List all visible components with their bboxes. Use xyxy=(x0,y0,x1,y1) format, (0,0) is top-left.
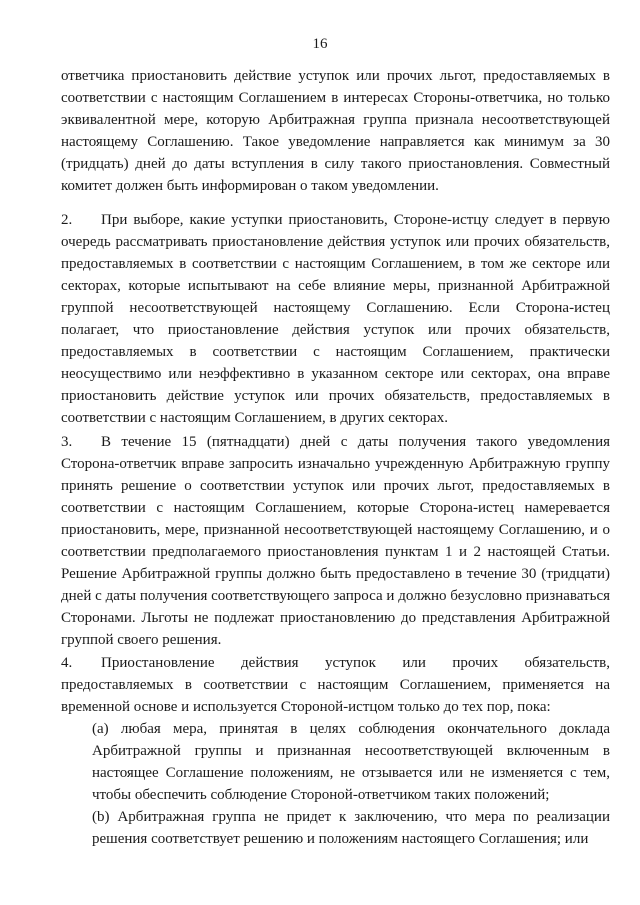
subparagraph-text: (b) Арбитражная группа не придет к заключению, что мера по реализации решения соответствует решению и положениям настоящего Соглашения; или xyxy=(92,809,610,847)
subparagraph-text: (a) любая мера, принятая в целях соблюдения окончательного доклада Арбитражной группы и признанная несоответствующей включенным в настоящее Соглашение положениям, не отзывается или не изменяется с тем, чтобы обеспечить соблюдение Стороной-ответчиком таких положений; xyxy=(92,721,610,803)
paragraph-text: Приостановление действия уступок или прочих обязательств, предоставляемых в соответствии с настоящим Соглашением, применяется на временной основе и используется Стороной-истцом только до тех пор, пока: xyxy=(61,655,610,715)
paragraph-number: 3. xyxy=(61,434,73,450)
subparagraph-b xyxy=(92,806,610,850)
subparagraph-a xyxy=(92,718,610,806)
paragraph-1-continuation xyxy=(61,65,610,197)
paragraph-2 xyxy=(61,209,610,429)
paragraph-number: 2. xyxy=(61,212,73,228)
paragraph-text: В течение 15 (пятнадцати) дней с даты получения такого уведомления Сторона-ответчик вправе запросить изначально учрежденную Арбитражную группу принять решение о соответствии уступок или прочих льгот, предоставляемых в соответствии с настоящим Соглашением, которые Сторона-истец намеревается приостановить, мере, признанной несоответствующей настоящему Соглашению, и о соответствии предполагаемого приостановления пунктам 1 и 2 настоящей Статьи. Решение Арбитражной группы должно быть предоставлено в течение 30 (тридцати) дней с даты получения соответствующего запроса и должно безусловно признаваться Сторонами. Льготы не подлежат приостановлению до представления Арбитражной группой своего решения. xyxy=(61,434,610,648)
page-number: 16 xyxy=(312,36,328,52)
paragraph-text: При выборе, какие уступки приостановить, Стороне-истцу следует в первую очередь рассматривать приостановление действия уступок или прочих обязательств, предоставляемых в соответствии с настоящим Соглашением, в том же секторе или секторах, которые испытывают на себе влияние меры, признанной Арбитражной группой несоответствующей настоящему Соглашению. Если Сторона-истец полагает, что приостановление действия уступок или прочих обязательств, предоставляемых в соответствии с настоящим Соглашением, практически неосуществимо или неэффективно в указанном секторе или секторах, она вправе приостановить действие уступок или прочих обязательств, предоставляемых в соответствии с настоящим Соглашением, в других секторах. xyxy=(61,212,610,426)
paragraph-4 xyxy=(61,652,610,718)
paragraph-text: ответчика приостановить действие уступок или прочих льгот, предоставляемых в соответствии с настоящим Соглашением в интересах Стороны-ответчика, но только эквивалентной мере, которую Арбитражная группа признала несоответствующей настоящему Соглашению. Такое уведомление направляется как минимум за 30 (тридцать) дней до даты вступления в силу такого приостановления. Совместный комитет должен быть информирован о таком уведомлении. xyxy=(61,68,610,194)
paragraph-number: 4. xyxy=(61,655,73,671)
paragraph-3 xyxy=(61,431,610,651)
